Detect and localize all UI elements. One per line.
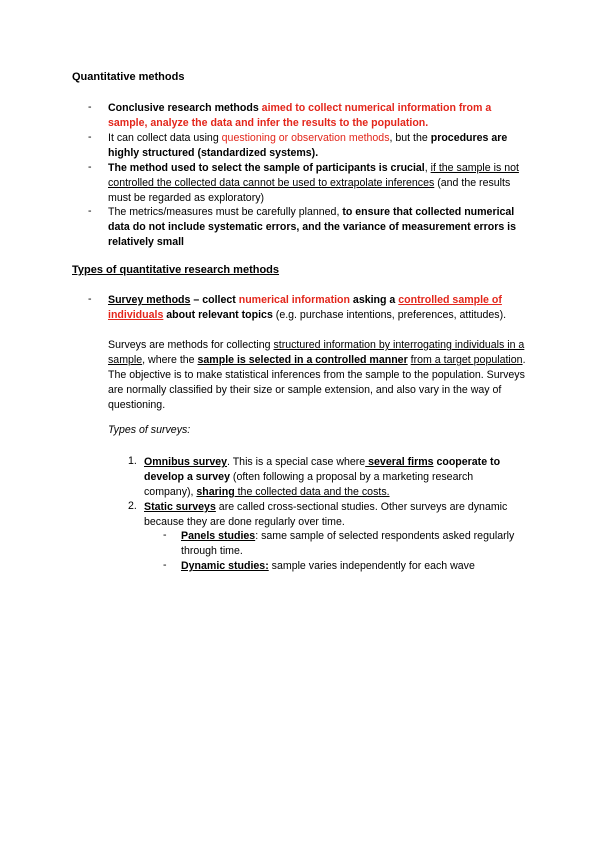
text-run: sample is selected in a controlled manner (197, 354, 408, 366)
text-run: from a target population (410, 354, 523, 366)
text-run: aimed to collect numerical information from a sample, analyze the data and infer the results to the population. (108, 102, 492, 129)
text-run: controlled sample of individuals (108, 294, 502, 321)
text-run: asking a (349, 294, 399, 306)
text-run: Conclusive research methods (108, 102, 262, 114)
text-run: about relevant topics (163, 309, 273, 321)
bullet-metrics (108, 205, 528, 250)
types-of-surveys-label: Types of surveys: (108, 424, 191, 436)
bullet-dash: - (88, 161, 92, 173)
text-run: Surveys are methods for collecting (108, 339, 274, 351)
list-number: 1. (128, 455, 137, 467)
text-run: Dynamic studies: (181, 560, 269, 572)
text-run: . This is a special case where (227, 456, 366, 468)
bullet-conclusive (108, 101, 528, 131)
list-number: 2. (128, 500, 137, 512)
bullet-dash: - (88, 293, 92, 305)
text-run: Survey methods (108, 294, 191, 306)
text-run: are called cross-sectional studies. Other surveys are dynamic because they are done regularly over time. (144, 501, 508, 528)
bullet-sample-selection (108, 161, 528, 206)
text-run: The metrics/measures must be carefully planned, (108, 206, 343, 218)
section-heading-quantitative-methods: Quantitative methods (72, 71, 185, 83)
omnibus-survey-item (144, 455, 524, 500)
bullet-survey-methods (108, 293, 528, 323)
survey-description (108, 338, 528, 413)
text-run: Omnibus survey (144, 456, 228, 468)
text-run: , (424, 162, 431, 174)
text-run: , but the (389, 132, 431, 144)
text-run: numerical information (238, 294, 350, 306)
text-run: (and the results must be regarded as exploratory) (108, 177, 511, 204)
panels-studies-item (181, 529, 526, 559)
static-surveys-item (144, 500, 524, 530)
text-run: to ensure that collected numerical data do not include systematic errors, and the variance of measurement errors is relatively small (108, 206, 516, 248)
dynamic-studies-item (181, 559, 526, 574)
text-run: . The objective is to make statistical inferences from the sample to the population. Surveys are normally classified by their size or sample extension, and also vary in the way of questioning. (108, 354, 526, 411)
section-heading-types: Types of quantitative research methods (72, 264, 280, 276)
sub-bullet-dash: - (163, 559, 167, 571)
text-run: (often following a proposal by a marketing research company), (144, 471, 474, 498)
bullet-dash: - (88, 205, 92, 217)
text-run: sample varies independently for each wave (268, 560, 475, 572)
text-run: The method used to select the sample of participants is crucial (108, 162, 425, 174)
text-run: structured information by interrogating individuals in a sample (108, 339, 525, 366)
text-run: , where the (142, 354, 198, 366)
text-run: if the sample is not controlled the collected data cannot be used to extrapolate inferences (108, 162, 519, 189)
text-run: It can collect data using (108, 132, 222, 144)
text-run: questioning or observation methods (221, 132, 390, 144)
text-run: sharing (196, 486, 235, 498)
bullet-dash: - (88, 101, 92, 113)
sub-bullet-dash: - (163, 529, 167, 541)
text-run: : same sample of selected respondents asked regularly through time. (181, 530, 515, 557)
text-run: cooperate to develop a survey (144, 456, 501, 483)
bullet-collect-data (108, 131, 528, 161)
text-run: Static surveys (144, 501, 216, 513)
text-run: Panels studies (181, 530, 256, 542)
text-run: (e.g. purchase intentions, preferences, attitudes). (272, 309, 507, 321)
text-run: several firms (365, 456, 434, 468)
text-run: – collect (190, 294, 239, 306)
bullet-dash: - (88, 131, 92, 143)
text-run: the collected data and the costs. (234, 486, 390, 498)
text-run: procedures are highly structured (standardized systems). (108, 132, 508, 159)
